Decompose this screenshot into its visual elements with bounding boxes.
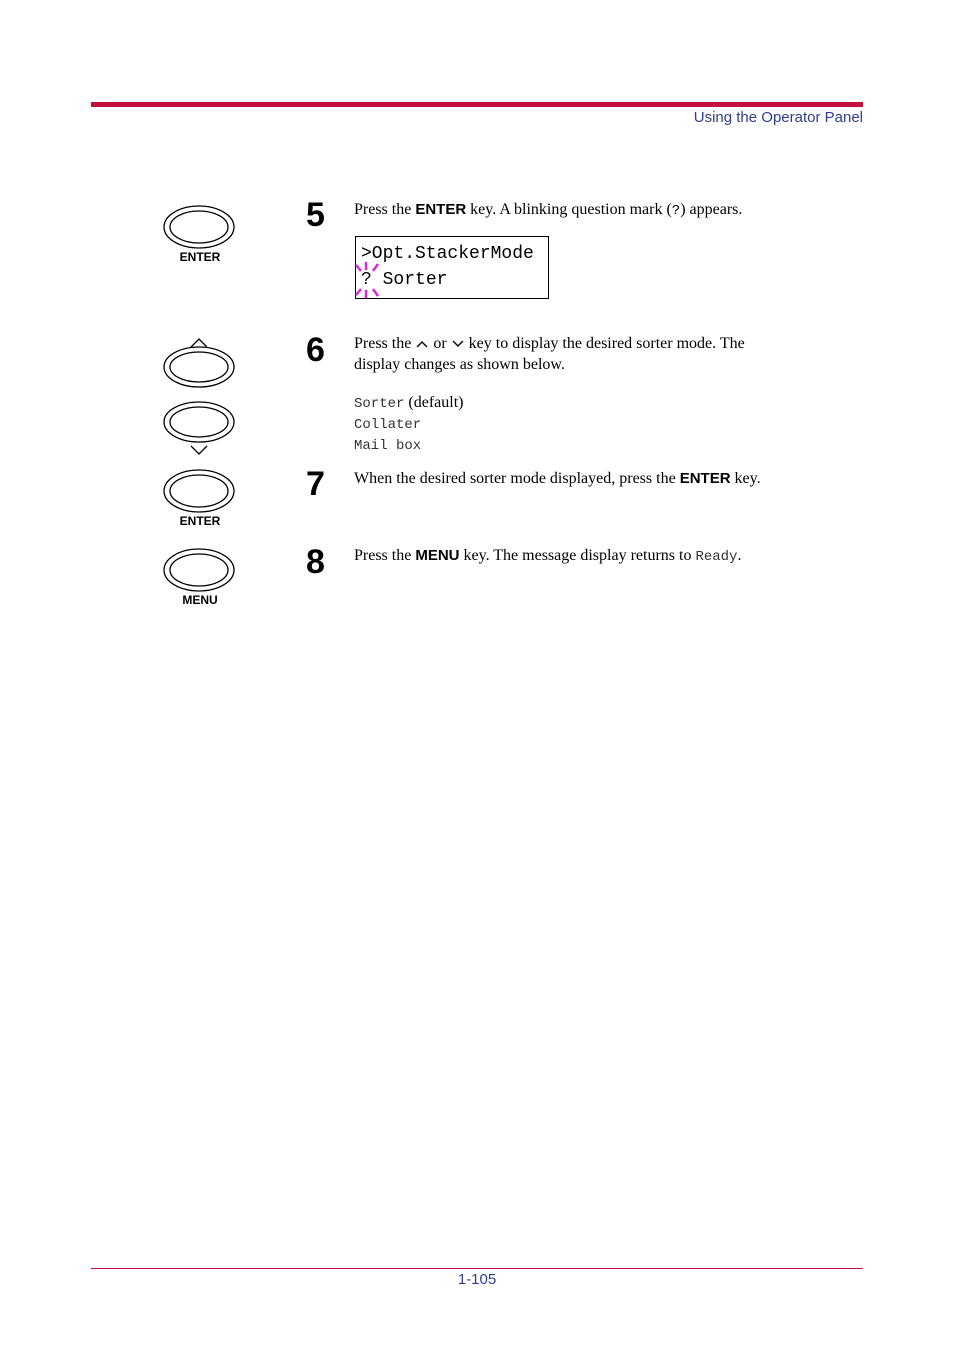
step-8-key-name: MENU <box>415 547 460 564</box>
step-7-key-name: ENTER <box>679 470 731 487</box>
list-item <box>354 435 464 456</box>
list-item <box>354 393 464 414</box>
default-note: (default) <box>404 394 464 411</box>
step-number-7: 7 <box>306 465 325 503</box>
step-8-text-after: key. The message display returns to <box>459 547 696 564</box>
enter-key-2 <box>163 469 237 528</box>
lcd-display <box>355 236 549 299</box>
step-8-text <box>354 545 741 568</box>
lcd-line-1: >Opt.StackerMode <box>361 244 534 264</box>
step-number-5: 5 <box>306 196 325 234</box>
down-arrow-icon <box>451 339 465 349</box>
step-5-text-after: key. A blinking question mark ( <box>466 201 672 218</box>
enter-key-icon <box>163 205 237 251</box>
step-6-text-before: Press the <box>354 335 416 352</box>
sorter-mode-item: Collater <box>354 417 422 433</box>
step-6-text <box>354 333 745 375</box>
up-arrow-icon <box>415 339 429 349</box>
blinking-indicator-icon <box>353 261 383 301</box>
lcd-cursor: ? <box>361 270 372 290</box>
step-number-8: 8 <box>306 543 325 581</box>
enter-key-icon <box>163 469 237 515</box>
step-7-text-after: key. <box>730 470 761 487</box>
up-key <box>163 336 237 393</box>
page-number: 1-105 <box>457 1271 497 1288</box>
step-6-text-line2: display changes as shown below. <box>354 356 565 373</box>
menu-key <box>163 548 237 607</box>
section-title: Using the Operator Panel <box>693 109 863 126</box>
step-5-text-end: ) appears. <box>680 201 743 218</box>
step-6-text-or: or <box>429 335 451 352</box>
step-8-text-end: . <box>737 547 742 564</box>
step-5-mono: ? <box>671 203 681 219</box>
sorter-mode-item: Sorter <box>354 396 405 412</box>
down-arrow-key-icon <box>163 400 237 458</box>
sorter-mode-list <box>354 393 464 456</box>
step-number-6: 6 <box>306 331 325 369</box>
list-item <box>354 414 464 435</box>
step-8-mono: Ready <box>695 549 738 565</box>
up-arrow-key-icon <box>163 336 237 388</box>
sorter-mode-item: Mail box <box>354 438 422 454</box>
step-5-text <box>354 199 742 222</box>
header-rule <box>91 102 863 107</box>
step-5-text-before: Press the <box>354 201 416 218</box>
menu-key-label: MENU <box>182 593 218 607</box>
lcd-line-2-value: Sorter <box>371 270 448 290</box>
enter-key-label: ENTER <box>179 250 221 264</box>
step-5-key-name: ENTER <box>415 201 467 218</box>
footer-rule <box>91 1268 863 1269</box>
step-6-text-after: key to display the desired sorter mode. The <box>464 335 745 352</box>
step-8-text-before: Press the <box>354 547 416 564</box>
enter-key <box>163 205 237 264</box>
step-7-text-before: When the desired sorter mode displayed, press the <box>354 470 680 487</box>
menu-key-icon <box>163 548 237 594</box>
down-key <box>163 400 237 463</box>
enter-key-label: ENTER <box>179 514 221 528</box>
step-7-text <box>354 468 761 489</box>
